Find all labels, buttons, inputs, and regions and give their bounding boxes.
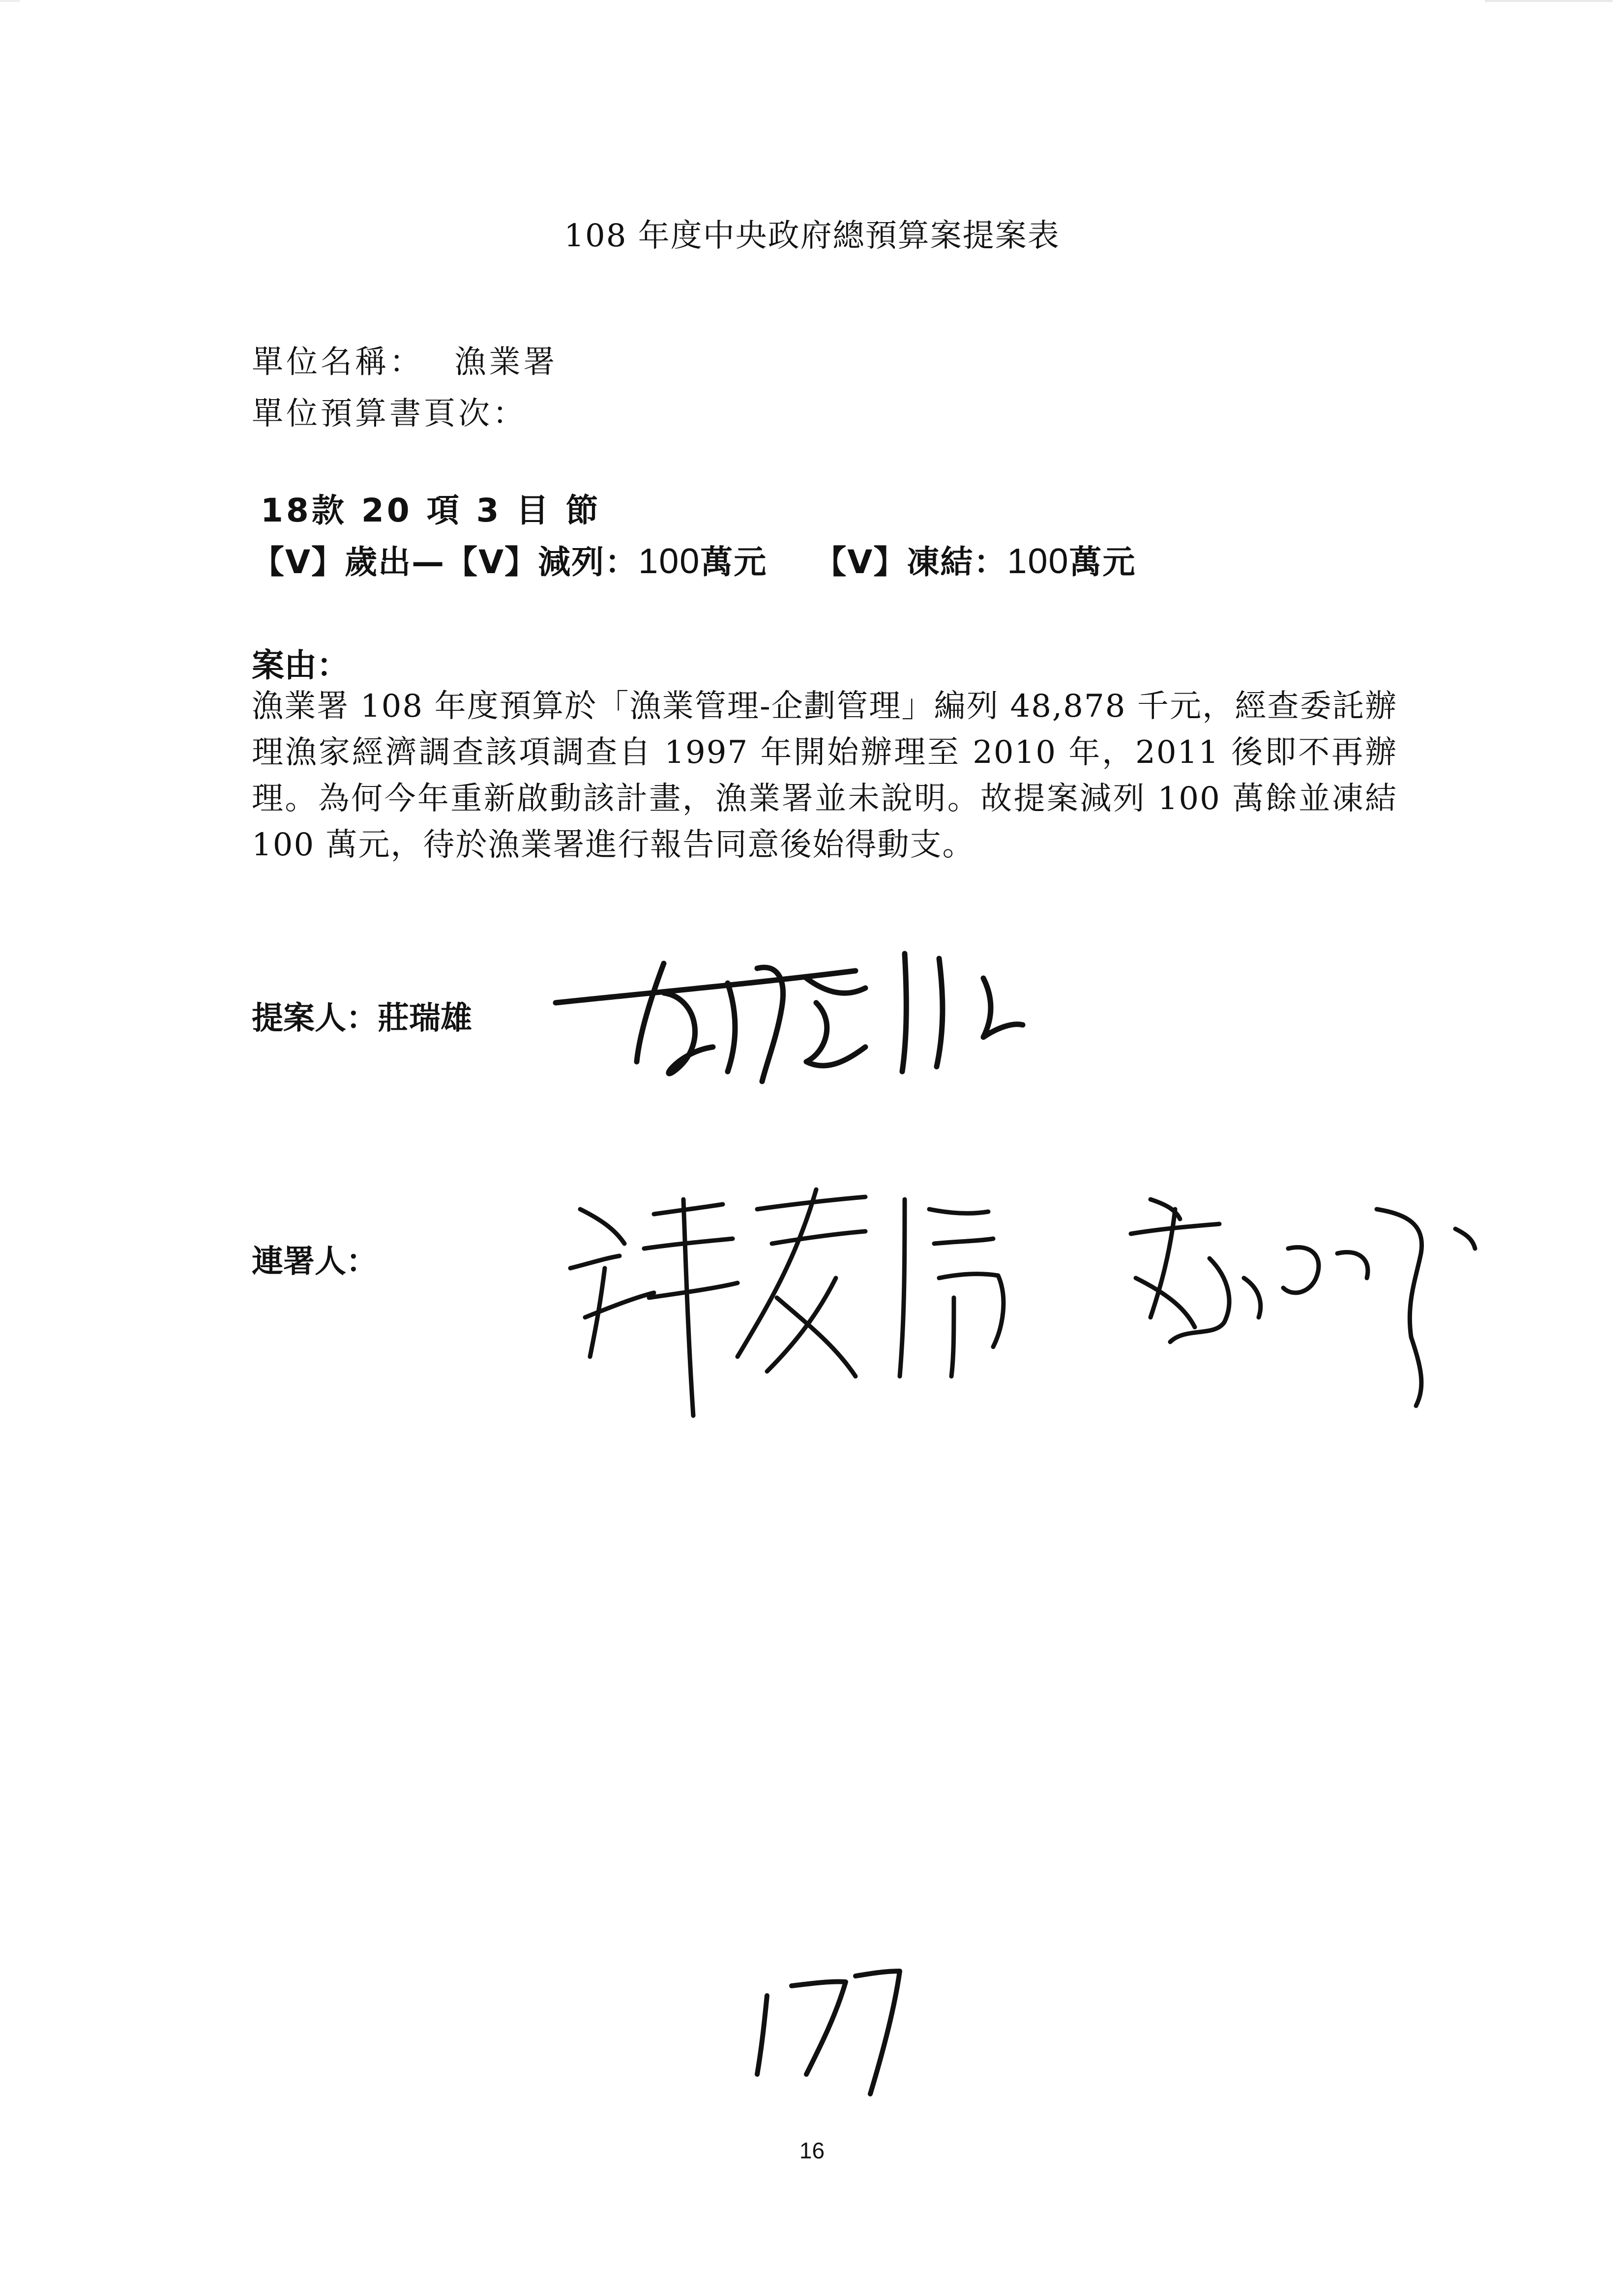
mu-label: 目	[516, 492, 552, 529]
unit-page-line	[252, 388, 527, 434]
proposer-signature	[551, 924, 1072, 1101]
unit-name-line	[252, 337, 558, 382]
proposer-label: 提案人：莊瑞雄	[252, 1000, 472, 1037]
jie-label: 節	[565, 492, 601, 529]
unit-page-label: 單位預算書頁次：	[252, 396, 527, 432]
document-title: 108 年度中央政府總預算案提案表	[564, 218, 1060, 254]
reduce-label: 減列：	[538, 543, 639, 581]
budget-section-line	[261, 484, 601, 531]
xiang-label: 項	[426, 492, 462, 529]
dash: —	[412, 543, 445, 581]
cosigner-signature-2	[1111, 1180, 1495, 1435]
scan-edge-mark	[1485, 0, 1613, 2]
freeze-unit: 萬元	[1069, 543, 1136, 581]
cosigner-label: 連署人：	[252, 1244, 378, 1280]
reason-text: 漁業署 108 年度預算於「漁業管理-企劃管理」編列 48,878 千元，經查委託辦理漁家經濟調查該項調查自 1997 年開始辦理至 2010 年，2011 後即不再辦理。為何今年重新啟動該計畫，漁業署並未說明。故提案減列 100 萬餘並凍結 100 萬元，待於漁業署進行報告同意後始得動支。	[252, 688, 1397, 863]
kuan-label: 款	[311, 492, 347, 529]
cosigner-signature-1	[561, 1170, 1033, 1445]
unit-name-label: 單位名稱：	[252, 344, 424, 380]
reduce-unit: 萬元	[700, 543, 768, 581]
reason-label: 案由：	[252, 646, 349, 684]
mu-number: 3	[476, 492, 502, 529]
scan-edge-mark	[0, 0, 20, 2]
expense-checkmark: 【V】	[252, 543, 345, 581]
handwritten-page-number	[738, 1947, 924, 2109]
unit-name-value: 漁業署	[454, 344, 558, 380]
budget-action-line	[252, 536, 1136, 582]
freeze-label: 凍結：	[907, 543, 1007, 581]
freeze-amount: 100	[1007, 542, 1069, 581]
xiang-number: 20	[361, 492, 413, 529]
expense-label: 歲出	[345, 543, 412, 581]
page-number: 16	[799, 2138, 825, 2163]
reduce-checkmark: 【V】	[445, 543, 538, 581]
kuan-number: 18	[261, 492, 312, 529]
freeze-checkmark: 【V】	[814, 543, 907, 581]
reduce-amount: 100	[638, 542, 701, 581]
